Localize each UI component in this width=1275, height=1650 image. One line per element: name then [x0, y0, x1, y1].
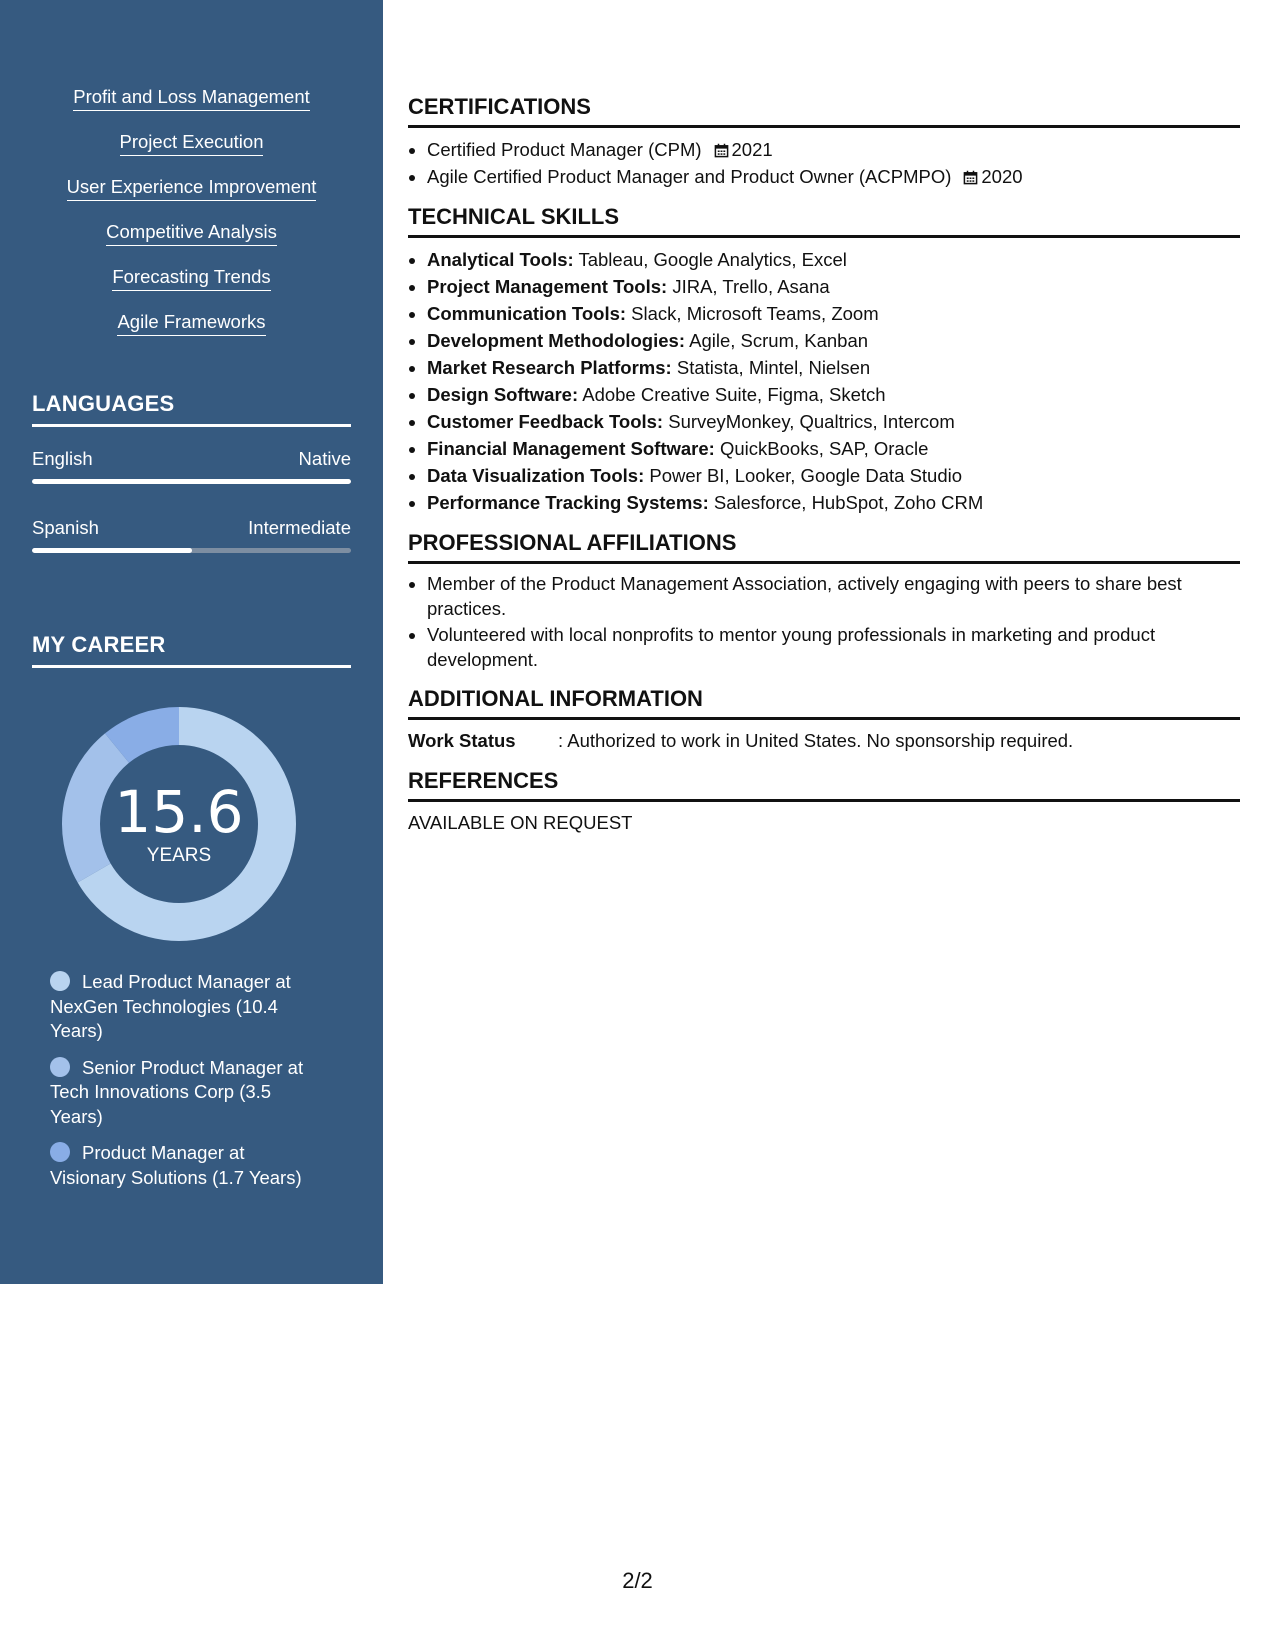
career-item-text: Lead Product Manager at NexGen Technologies (10.4 Years)	[50, 971, 291, 1041]
calendar-icon	[714, 143, 729, 158]
certification-year: 2021	[731, 139, 773, 160]
technical-skills-list	[408, 246, 1240, 516]
skill-value: Adobe Creative Suite, Figma, Sketch	[578, 384, 886, 405]
certifications-heading: CERTIFICATIONS	[408, 94, 1240, 128]
language-name: Spanish	[32, 517, 99, 538]
career-item	[50, 1056, 320, 1130]
calendar-icon	[963, 170, 978, 185]
certification-name: Certified Product Manager (CPM)	[427, 139, 702, 160]
language-bar-english	[32, 479, 351, 484]
certification-name: Agile Certified Product Manager and Product Owner (ACPMPO)	[427, 166, 952, 187]
skill-tag: Profit and Loss Management	[73, 86, 310, 111]
skill-tag: Agile Frameworks	[117, 311, 265, 336]
language-row-english	[32, 448, 351, 470]
skill-label: Data Visualization Tools:	[427, 465, 645, 486]
technical-skill-item	[427, 327, 1240, 354]
technical-skill-item	[427, 246, 1240, 273]
technical-skill-item	[427, 462, 1240, 489]
certification-item	[427, 163, 1240, 190]
technical-skill-item	[427, 489, 1240, 516]
languages-heading: LANGUAGES	[32, 391, 351, 427]
legend-dot-icon	[50, 971, 70, 991]
language-level: Native	[298, 448, 351, 469]
references-heading: REFERENCES	[408, 768, 1240, 802]
skill-tag: Forecasting Trends	[112, 266, 270, 291]
career-heading: MY CAREER	[32, 632, 351, 668]
skill-value: SurveyMonkey, Qualtrics, Intercom	[663, 411, 955, 432]
skill-label: Project Management Tools:	[427, 276, 668, 297]
skill-label: Communication Tools:	[427, 303, 627, 324]
language-level: Intermediate	[248, 517, 351, 538]
technical-skill-item	[427, 435, 1240, 462]
language-bar-fill	[32, 548, 192, 553]
skill-label: Analytical Tools:	[427, 249, 574, 270]
certifications-list	[408, 136, 1240, 190]
affiliation-item: • Volunteered with local nonprofits to mentor young professionals in marketing and product development.	[427, 623, 1240, 672]
skill-value: Statista, Mintel, Nielsen	[671, 357, 871, 378]
technical-skill-item	[427, 381, 1240, 408]
skill-tag: Competitive Analysis	[106, 221, 277, 246]
skill-value: QuickBooks, SAP, Oracle	[714, 438, 929, 459]
career-legend	[50, 970, 320, 1202]
skill-value: JIRA, Trello, Asana	[667, 276, 830, 297]
career-item	[50, 970, 320, 1044]
legend-dot-icon	[50, 1057, 70, 1077]
skill-value: Tableau, Google Analytics, Excel	[573, 249, 847, 270]
skill-tag: User Experience Improvement	[67, 176, 317, 201]
legend-dot-icon	[50, 1142, 70, 1162]
career-item-text: Senior Product Manager at Tech Innovations Corp (3.5 Years)	[50, 1056, 304, 1127]
technical-skills-heading: TECHNICAL SKILLS	[408, 204, 1240, 238]
skill-label: Development Methodologies:	[427, 330, 685, 351]
certification-year: 2020	[981, 166, 1023, 187]
affiliations-heading: PROFESSIONAL AFFILIATIONS	[408, 530, 1240, 564]
technical-skill-item	[427, 300, 1240, 327]
certification-item	[427, 136, 1240, 163]
work-status-value: : Authorized to work in United States. No sponsorship required.	[558, 730, 1074, 751]
career-item	[50, 1141, 320, 1190]
skill-label: Market Research Platforms:	[427, 357, 672, 378]
skills-list	[0, 86, 383, 356]
skill-label: Design Software:	[427, 384, 579, 405]
language-bar-spanish	[32, 548, 351, 553]
language-bar-fill	[32, 479, 351, 484]
skill-label: Customer Feedback Tools:	[427, 411, 664, 432]
skill-value: Slack, Microsoft Teams, Zoom	[626, 303, 879, 324]
references-text: AVAILABLE ON REQUEST	[408, 812, 633, 833]
skill-value: Power BI, Looker, Google Data Studio	[644, 465, 963, 486]
skill-label: Performance Tracking Systems:	[427, 492, 709, 513]
technical-skill-item	[427, 354, 1240, 381]
technical-skill-item	[427, 273, 1240, 300]
page-number: 2/2	[622, 1568, 653, 1593]
affiliations-list	[408, 572, 1240, 672]
sidebar	[0, 0, 383, 1284]
skill-value: Salesforce, HubSpot, Zoho CRM	[708, 492, 984, 513]
skill-value: Agile, Scrum, Kanban	[685, 330, 869, 351]
skill-label: Financial Management Software:	[427, 438, 715, 459]
language-name: English	[32, 448, 93, 469]
skill-tag: Project Execution	[120, 131, 264, 156]
career-total-unit: YEARS	[146, 845, 212, 866]
work-status-label: Work Status	[408, 730, 516, 751]
main-content	[408, 94, 1240, 836]
affiliation-item: • Member of the Product Management Association, actively engaging with peers to share best practices.	[427, 572, 1240, 621]
career-item-text: Product Manager at Visionary Solutions (1.7 Years)	[50, 1142, 302, 1188]
career-total-years: 15.6	[114, 778, 244, 846]
language-row-spanish	[32, 517, 351, 539]
additional-info-heading: ADDITIONAL INFORMATION	[408, 686, 1240, 720]
technical-skill-item	[427, 408, 1240, 435]
work-status-row	[408, 728, 1240, 754]
